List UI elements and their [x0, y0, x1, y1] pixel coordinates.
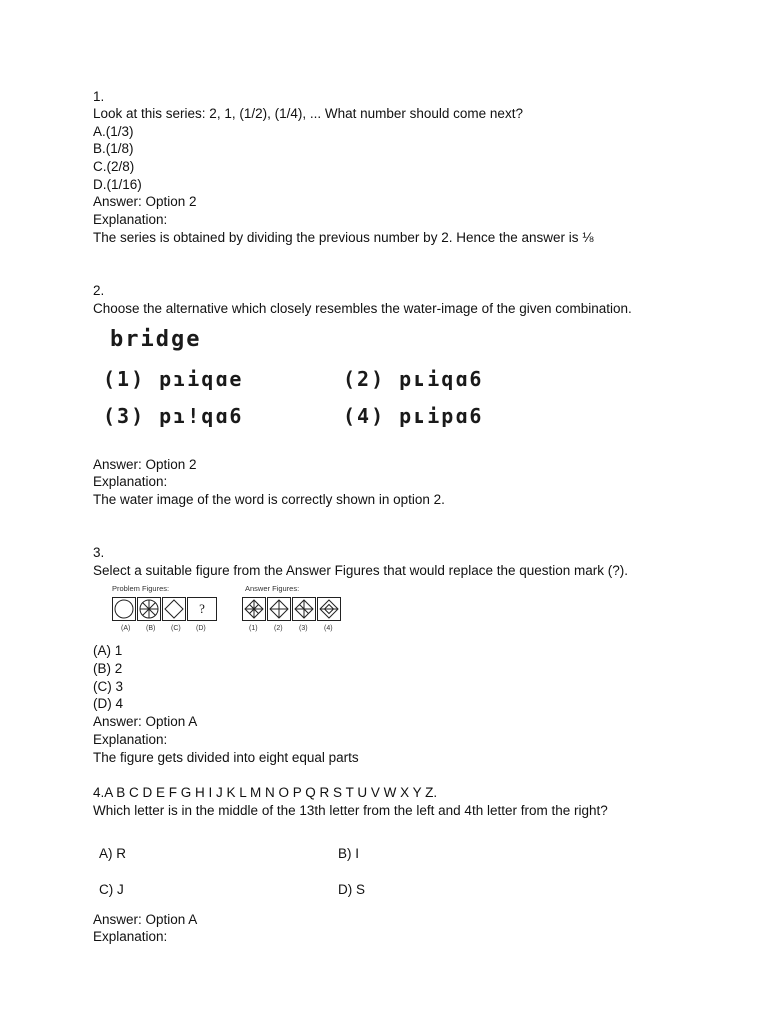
- q1-question: Look at this series: 2, 1, (1/2), (1/4), ... What number should come next?: [93, 106, 523, 121]
- q4-alphabet-line: 4.A B C D E F G H I J K L M N O P Q R S T U V W X Y Z.: [93, 785, 438, 800]
- q4-option-b: B) I: [338, 846, 360, 861]
- answer-figures-title: Answer Figures:: [245, 584, 300, 593]
- q1-number: 1.: [93, 89, 105, 104]
- problem-figure-b: [137, 597, 161, 621]
- answer-figure-2: [267, 597, 291, 621]
- q3-option-a: (A) 1: [93, 643, 123, 658]
- q1-option-d: D.(1/16): [93, 177, 142, 192]
- q1-option-c: C.(2/8): [93, 159, 135, 174]
- problem-figure-d: ?: [187, 597, 217, 621]
- problem-figures-title: Problem Figures:: [112, 584, 170, 593]
- q3-answer: Answer: Option A: [93, 714, 198, 729]
- answer-label-3: (3): [299, 625, 308, 632]
- problem-label-b: (B): [146, 625, 156, 632]
- figure-option-1: (1) pɿiqɑe: [103, 367, 244, 391]
- answer-figure-1: [242, 597, 266, 621]
- q3-question: Select a suitable figure from the Answer Figures that would replace the question mark (?).: [93, 563, 629, 578]
- problem-label-d: (D): [196, 625, 206, 632]
- answer-label-2: (2): [274, 625, 283, 632]
- q3-explanation: The figure gets divided into eight equal parts: [93, 750, 359, 765]
- q2-answer: Answer: Option 2: [93, 457, 197, 472]
- q3-option-c: (C) 3: [93, 679, 123, 694]
- answer-figure-3: [292, 597, 316, 621]
- q2-number: 2.: [93, 283, 105, 298]
- q3-option-b: (B) 2: [93, 661, 123, 676]
- q2-explanation: The water image of the word is correctly shown in option 2.: [93, 492, 445, 507]
- q1-option-b: B.(1/8): [93, 141, 134, 156]
- q1-option-a: A.(1/3): [93, 124, 134, 139]
- answer-figure-4: [317, 597, 341, 621]
- q2-explanation-label: Explanation:: [93, 474, 168, 489]
- figure-series: [110, 583, 350, 638]
- figure-word: bridge: [110, 327, 202, 352]
- q4-option-a: A) R: [99, 846, 126, 861]
- q4-explanation-label: Explanation:: [93, 929, 168, 944]
- problem-label-a: (A): [121, 625, 131, 632]
- q3-option-d: (D) 4: [93, 696, 123, 711]
- problem-figure-a: [112, 597, 136, 621]
- figure-option-4: (4) pʟipɑ6: [343, 404, 484, 428]
- q2-question: Choose the alternative which closely resembles the water-image of the given combination.: [93, 301, 632, 316]
- answer-label-1: (1): [249, 625, 258, 632]
- q4-answer: Answer: Option A: [93, 912, 198, 927]
- q4-question: Which letter is in the middle of the 13th letter from the left and 4th letter from the right?: [93, 803, 608, 818]
- answer-label-4: (4): [324, 625, 333, 632]
- problem-figure-c: [162, 597, 186, 621]
- figure-option-3: (3) pɿ!qɑ6: [103, 404, 244, 428]
- water-image-figure: [100, 325, 520, 440]
- q3-number: 3.: [93, 545, 105, 560]
- q1-answer: Answer: Option 2: [93, 194, 197, 209]
- figure-option-2: (2) pʟiqɑ6: [343, 367, 484, 391]
- q1-explanation: The series is obtained by dividing the previous number by 2. Hence the answer is ⅛: [93, 230, 594, 245]
- q3-explanation-label: Explanation:: [93, 732, 168, 747]
- problem-label-c: (C): [171, 625, 181, 632]
- q4-option-d: D) S: [338, 882, 365, 897]
- q4-option-c: C) J: [99, 882, 124, 897]
- q1-explanation-label: Explanation:: [93, 212, 168, 227]
